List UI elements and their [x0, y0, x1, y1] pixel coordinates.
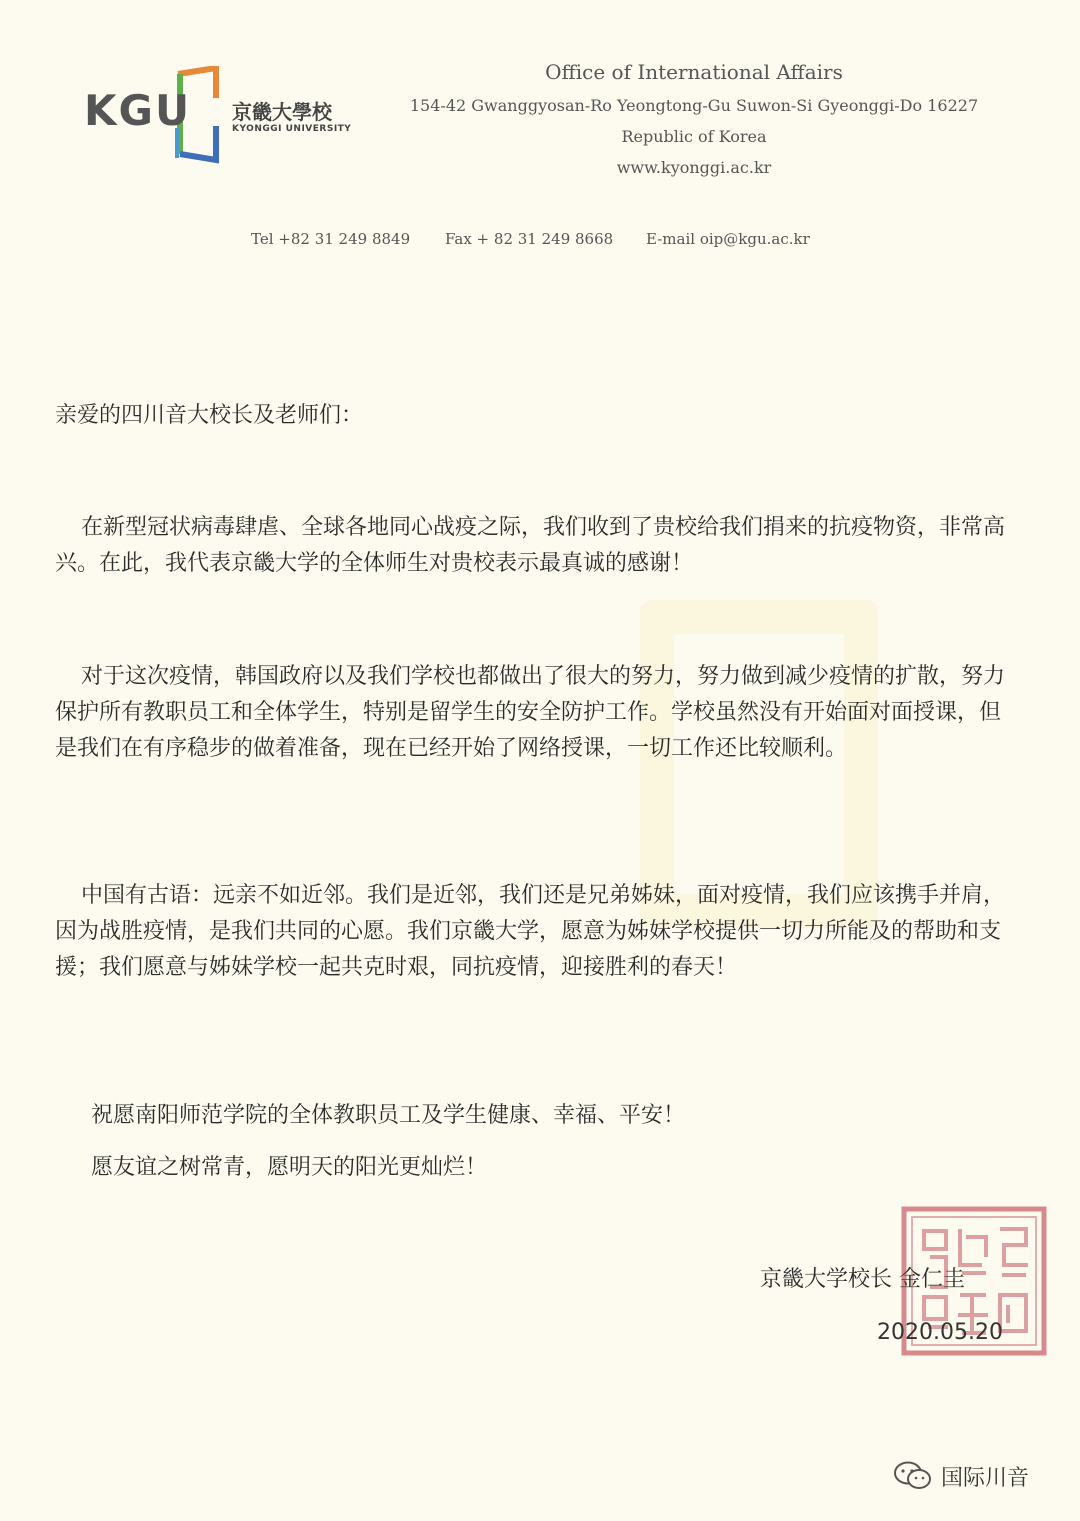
paragraph-2: 对于这次疫情，韩国政府以及我们学校也都做出了很大的努力，努力做到减少疫情的扩散，努力保护所有教职员工和全体学生，特别是留学生的安全防护工作。学校虽然没有开始面对面授课，但是我们在有序稳步的做着准备，现在已经开始了网络授课，一切工作还比较顺利。: [55, 664, 1006, 761]
logo-name-en: KYONGGI UNIVERSITY: [232, 124, 352, 134]
signature-line: 京畿大学校长 金仁圭: [760, 1267, 965, 1292]
paragraph-3: 中国有古语：远亲不如近邻。我们是近邻，我们还是兄弟姊妹，面对疫情，我们应该携手并肩，因为战胜疫情，是我们共同的心愿。我们京畿大学，愿意为姊妹学校提供一切力所能及的帮助和支援；我们愿意与姊妹学校一起共克时艰，同抗疫情，迎接胜利的春天！: [55, 883, 1006, 980]
paragraph-1: 在新型冠状病毒肆虐、全球各地同心战疫之际，我们收到了贵校给我们捐来的抗疫物资，非常高兴。在此，我代表京畿大学的全体师生对贵校表示最真诚的感谢！: [55, 515, 1006, 576]
address-line1: 154-42 Gwanggyosan-Ro Yeongtong-Gu Suwon-Si Gyeonggi-Do 16227: [409, 96, 979, 115]
wish-line-1: 祝愿南阳师范学院的全体教职员工及学生健康、幸福、平安！: [91, 1103, 686, 1128]
wechat-icon: [893, 1460, 933, 1492]
contact-tel: Tel +82 31 249 8849: [251, 230, 411, 248]
account-name: 国际川音: [941, 1465, 1030, 1491]
letter-date: 2020.05.20: [877, 1320, 1003, 1345]
logo-abbr: KGU: [84, 86, 192, 135]
contact-email: E-mail oip@kgu.ac.kr: [646, 230, 810, 248]
wish-line-2: 愿友谊之树常青，愿明天的阳光更灿烂！: [91, 1155, 488, 1180]
office-title: Office of International Affairs: [545, 60, 843, 84]
account-watermark: [893, 1460, 1029, 1492]
letterhead: [380, 60, 1008, 183]
contact-fax: Fax + 82 31 249 8668: [445, 230, 614, 248]
website: www.kyonggi.ac.kr: [616, 158, 772, 177]
letter-greeting: 亲爱的四川音大校长及老师们：: [55, 403, 364, 428]
university-logo: [84, 66, 354, 166]
logo-name-cn: 京畿大學校: [232, 100, 332, 124]
address-line2: Republic of Korea: [621, 127, 767, 146]
